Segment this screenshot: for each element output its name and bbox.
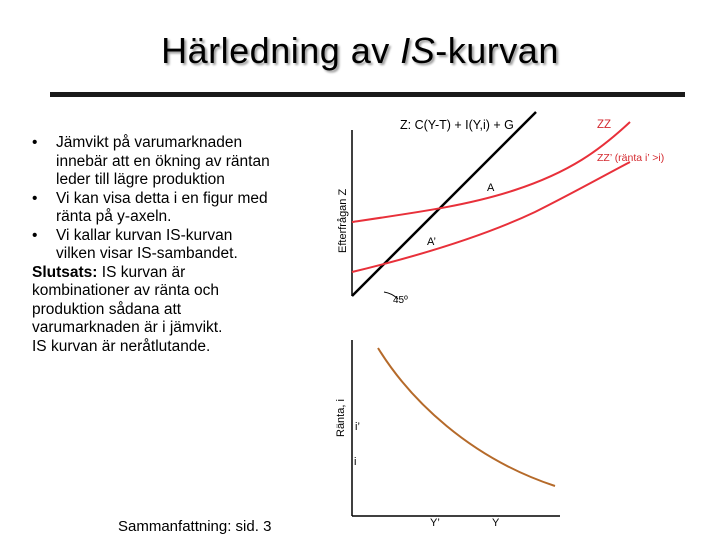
conclusion-heading: Slutsats: — [32, 263, 98, 281]
bullet-line: leder till lägre produktion — [56, 171, 225, 188]
y-prime-label: Y’ — [430, 517, 440, 529]
bullet-marker: • — [32, 134, 38, 151]
conclusion-text: IS kurvan är — [101, 263, 186, 281]
i-prime-label: i’ — [355, 421, 360, 433]
bullet-line: Vi kallar kurvan IS-kurvan — [56, 226, 233, 244]
bullet-line: ränta på y-axeln. — [56, 208, 172, 225]
bullet-marker: • — [32, 189, 38, 207]
title-suffix: -kurvan — [435, 30, 559, 71]
bullet-line: innebär att en ökning av räntan — [56, 152, 270, 170]
point-a-prime-label: A’ — [427, 236, 436, 248]
top-y-axis-label: Efterfrågan Z — [337, 188, 349, 253]
bullet-line: Jämvikt på varumarknaden — [56, 134, 243, 151]
angle-label: 45º — [393, 295, 408, 306]
is-curve — [378, 348, 555, 486]
point-a-label: A — [487, 182, 495, 194]
curve-zz — [352, 122, 630, 222]
line-45-degree — [352, 112, 536, 296]
bullet-line: vilken visar IS-sambandet. — [56, 245, 238, 262]
conclusion-line: kombinationer av ränta och — [32, 282, 219, 299]
conclusion-line: IS kurvan är neråtlutande. — [32, 337, 211, 355]
bottom-y-axis-label: Ränta, i — [335, 399, 347, 437]
i-label: i — [354, 456, 357, 468]
conclusion-line: produktion sådana att — [32, 300, 182, 318]
title-italic: IS — [400, 30, 436, 71]
bullet-line: Vi kan visa detta i en figur med — [56, 189, 268, 207]
bullet-marker: • — [32, 226, 38, 244]
footnote: Sammanfattning: sid. 3 — [118, 518, 272, 535]
conclusion-line: varumarknaden är i jämvikt. — [32, 319, 223, 336]
y-label: Y — [492, 517, 500, 529]
curve-zz-prime-label: ZZ’ (ränta i’ >i) — [597, 152, 665, 164]
title-prefix: Härledning av — [161, 30, 401, 71]
curve-zz-label: ZZ — [597, 119, 612, 131]
equation-label: Z: C(Y-T) + I(Y,i) + G — [400, 118, 514, 132]
